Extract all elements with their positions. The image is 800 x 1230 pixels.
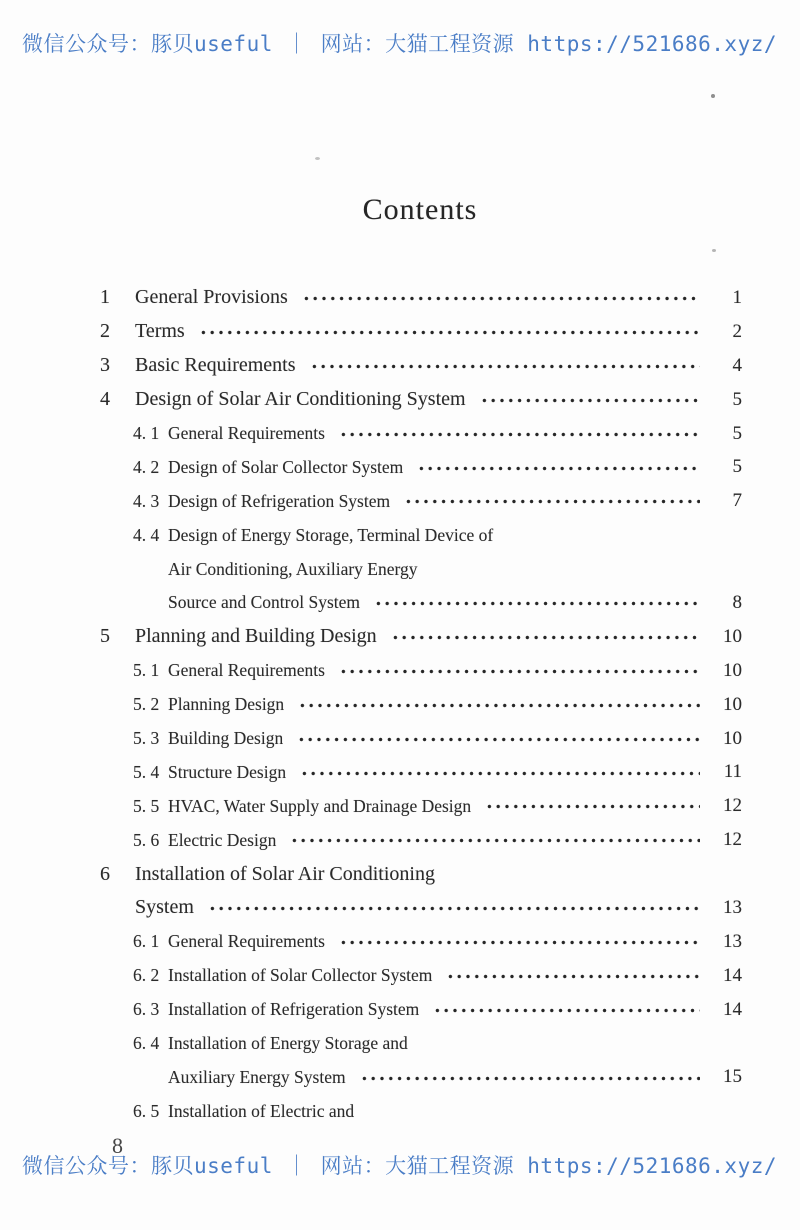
toc-entry-label: Installation of Energy Storage and bbox=[168, 1033, 408, 1054]
toc-page-number: 13 bbox=[723, 896, 742, 918]
toc-entry-number: 5. 1 bbox=[133, 660, 160, 681]
toc-entry-label: General Requirements bbox=[168, 423, 325, 443]
dot-leader bbox=[295, 722, 700, 756]
toc-entry-number: 6. 2 bbox=[133, 965, 160, 986]
toc-row bbox=[100, 993, 742, 1027]
toc-entry-number: 5. 6 bbox=[133, 829, 160, 850]
dot-leader bbox=[197, 315, 700, 349]
toc-page-number: 12 bbox=[723, 795, 742, 817]
toc-entry-label: Structure Design bbox=[168, 761, 287, 782]
toc-entry-label: Electric Design bbox=[168, 829, 277, 850]
toc-page-number: 4 bbox=[732, 354, 742, 376]
toc-entry-number: 6. 1 bbox=[133, 931, 160, 952]
toc-row bbox=[100, 654, 742, 688]
toc-row bbox=[100, 620, 742, 654]
toc-row bbox=[100, 722, 742, 756]
toc-entry-label: Basic Requirements bbox=[135, 354, 296, 377]
toc-entry-label: HVAC, Water Supply and Drainage Design bbox=[168, 795, 472, 816]
toc-page-number: 10 bbox=[723, 727, 742, 749]
toc-page-number: 5 bbox=[732, 422, 742, 444]
toc-entry-label: System bbox=[135, 896, 194, 919]
toc-row bbox=[100, 1060, 742, 1094]
toc-entry-label: Design of Refrigeration System bbox=[168, 490, 391, 511]
toc-entry-label: Planning Design bbox=[168, 694, 285, 715]
dot-leader bbox=[431, 993, 700, 1027]
toc-row bbox=[100, 925, 742, 959]
toc-page-number: 2 bbox=[732, 320, 742, 342]
scan-artifact-speck bbox=[712, 249, 716, 252]
toc-entry-number: 5. 2 bbox=[133, 694, 160, 715]
dot-leader bbox=[337, 417, 700, 451]
toc-entry-number: 3 bbox=[100, 354, 110, 377]
toc-entry-number: 6 bbox=[100, 862, 110, 885]
dot-leader bbox=[415, 450, 700, 484]
toc-row bbox=[100, 1027, 742, 1061]
toc-entry-label: Design of Solar Collector System bbox=[168, 456, 404, 477]
toc-row bbox=[100, 755, 742, 789]
toc-row bbox=[100, 383, 742, 417]
toc-entry-number: 4. 4 bbox=[133, 524, 160, 545]
toc-row bbox=[100, 417, 742, 451]
toc-entry-label: General Requirements bbox=[168, 931, 325, 952]
toc-entry-label: Design of Solar Air Conditioning System bbox=[135, 388, 466, 411]
toc-entry-number: 6. 4 bbox=[133, 1033, 160, 1054]
toc-row bbox=[100, 823, 742, 857]
toc-entry-label: Installation of Solar Air Conditioning bbox=[135, 862, 435, 885]
toc-entry-label: Source and Control System bbox=[168, 592, 360, 613]
toc-page-number: 12 bbox=[723, 829, 742, 851]
dot-leader bbox=[389, 620, 700, 654]
toc-row bbox=[100, 315, 742, 349]
watermark-top: 微信公众号：豚贝useful ｜ 网站：大猫工程资源 https://521686.xyz/ bbox=[22, 32, 778, 56]
toc-page-number: 5 bbox=[732, 456, 742, 478]
toc-row bbox=[100, 484, 742, 518]
toc-entry-number: 5 bbox=[100, 625, 110, 648]
toc-page-number: 11 bbox=[723, 761, 742, 783]
toc-row bbox=[100, 552, 742, 586]
toc-entry-number: 6. 3 bbox=[133, 999, 160, 1020]
dot-leader bbox=[308, 349, 700, 383]
toc-entry-label: Installation of Electric and bbox=[168, 1100, 355, 1121]
toc-page-number: 13 bbox=[723, 930, 742, 952]
dot-leader bbox=[402, 484, 700, 518]
toc-entry-label: Planning and Building Design bbox=[135, 625, 377, 648]
toc-row bbox=[100, 349, 742, 383]
dot-leader bbox=[483, 789, 700, 823]
dot-leader bbox=[298, 755, 700, 789]
toc-page-number: 14 bbox=[723, 964, 742, 986]
toc-page-number: 5 bbox=[732, 388, 742, 410]
scan-artifact-speck bbox=[315, 157, 320, 160]
toc-row bbox=[100, 281, 742, 315]
toc-page-number: 7 bbox=[732, 490, 742, 512]
dot-leader bbox=[444, 959, 700, 993]
toc-page-number: 1 bbox=[732, 286, 742, 308]
toc-row bbox=[100, 1094, 742, 1128]
toc-entry-label: Air Conditioning, Auxiliary Energy bbox=[168, 558, 418, 579]
dot-leader bbox=[206, 891, 700, 925]
toc-entry-number: 5. 3 bbox=[133, 728, 160, 749]
dot-leader bbox=[337, 654, 700, 688]
toc-entry-label: Building Design bbox=[168, 728, 284, 749]
printed-page-number: 8 bbox=[112, 1133, 123, 1158]
toc-page-number: 14 bbox=[723, 998, 742, 1020]
toc-entry-number: 5. 5 bbox=[133, 795, 160, 816]
toc-page-number: 10 bbox=[723, 693, 742, 715]
dot-leader bbox=[337, 925, 700, 959]
toc-page-number: 10 bbox=[723, 625, 742, 647]
toc-row bbox=[100, 518, 742, 552]
toc-entry-label: General Provisions bbox=[135, 286, 288, 309]
toc-row bbox=[100, 857, 742, 891]
dot-leader bbox=[372, 586, 700, 620]
dot-leader bbox=[478, 383, 700, 417]
toc-entry-number: 4. 2 bbox=[133, 456, 160, 477]
toc-row bbox=[100, 959, 742, 993]
watermark-bottom: 微信公众号：豚贝useful ｜ 网站：大猫工程资源 https://521686.xyz/ bbox=[22, 1154, 778, 1178]
toc-entry-label: Terms bbox=[135, 320, 185, 343]
toc-entry-number: 1 bbox=[100, 286, 110, 309]
scan-artifact-speck bbox=[711, 94, 715, 98]
toc-entry-label: General Requirements bbox=[168, 660, 325, 681]
dot-leader bbox=[296, 688, 700, 722]
toc-entry-label: Installation of Refrigeration System bbox=[168, 999, 420, 1020]
dot-leader bbox=[300, 281, 700, 315]
toc-page-number: 15 bbox=[723, 1066, 742, 1088]
dot-leader bbox=[288, 823, 700, 857]
toc-entry-number: 5. 4 bbox=[133, 761, 160, 782]
toc-row bbox=[100, 789, 742, 823]
toc-row bbox=[100, 891, 742, 925]
toc-list bbox=[100, 281, 742, 1128]
toc-row bbox=[100, 688, 742, 722]
toc-entry-label: Auxiliary Energy System bbox=[168, 1066, 346, 1087]
toc-page-number: 8 bbox=[732, 591, 742, 613]
page-title: Contents bbox=[362, 193, 478, 226]
toc-entry-label: Installation of Solar Collector System bbox=[168, 965, 433, 986]
toc-entry-number: 2 bbox=[100, 320, 110, 343]
dot-leader bbox=[358, 1060, 700, 1094]
toc-entry-number: 4. 1 bbox=[133, 423, 160, 443]
toc-entry-number: 6. 5 bbox=[133, 1100, 160, 1121]
toc-row bbox=[100, 586, 742, 620]
toc-entry-label: Design of Energy Storage, Terminal Device of bbox=[168, 524, 494, 545]
toc-entry-number: 4. 3 bbox=[133, 490, 160, 511]
toc-page-number: 10 bbox=[723, 659, 742, 681]
toc-entry-number: 4 bbox=[100, 388, 110, 411]
toc-row bbox=[100, 450, 742, 484]
